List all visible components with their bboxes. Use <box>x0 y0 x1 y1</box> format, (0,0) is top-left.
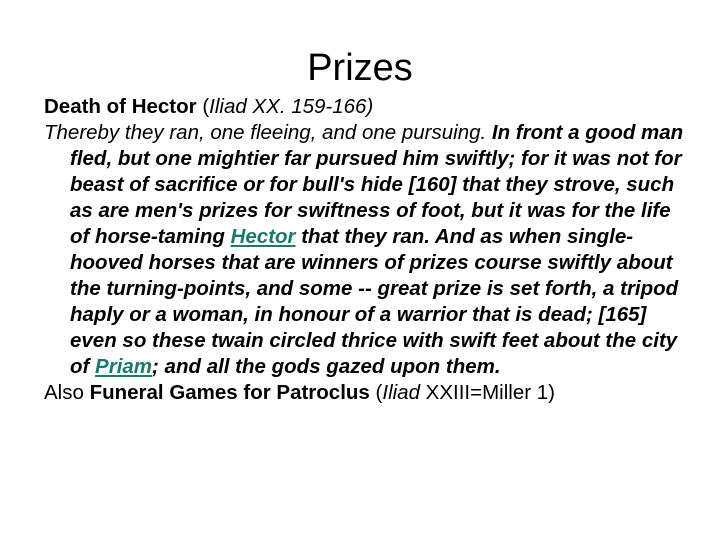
passage-part-3: that they ran. And as when single-hooved horses that are winners of prizes course swiftly about the turning-points, and some -- great prize is set forth, a tripod haply or a woman, in honour of a warrior that is dead; [165] even so these twain circled thrice with swift feet about the city of <box>70 225 679 378</box>
hector-link[interactable]: Hector <box>230 225 296 248</box>
footer-title: Funeral Games for Patroclus <box>89 381 370 404</box>
passage-paragraph <box>44 120 684 380</box>
passage-part-2: In front a good man fled, but one mightier far pursued him swiftly; for it was not for beast of sacrifice or for bull's hide [160] that they strove, such as are men's prizes for swiftness of foot, but it was for the life of horse-taming <box>70 121 684 248</box>
footer-source-title: Iliad <box>382 381 420 404</box>
footer-open-paren: ( <box>369 381 383 404</box>
slide-body <box>44 94 684 406</box>
footer-prefix: Also <box>44 381 90 404</box>
passage-part-4: ; and all the gods gazed upon them. <box>152 355 501 378</box>
heading-open-paren: ( <box>196 95 210 118</box>
footer-source-ref: XXIII=Miller 1) <box>419 381 555 404</box>
heading-source-ref: XX. 159-166) <box>246 95 374 118</box>
footer-line <box>44 380 684 406</box>
heading-line <box>44 94 684 120</box>
slide-title: Prizes <box>307 47 413 89</box>
passage-part-1: Thereby they ran, one fleeing, and one pursuing. <box>44 121 492 144</box>
priam-link[interactable]: Priam <box>95 355 153 378</box>
heading-title: Death of Hector <box>44 95 197 118</box>
heading-source-title: Iliad <box>209 95 247 118</box>
